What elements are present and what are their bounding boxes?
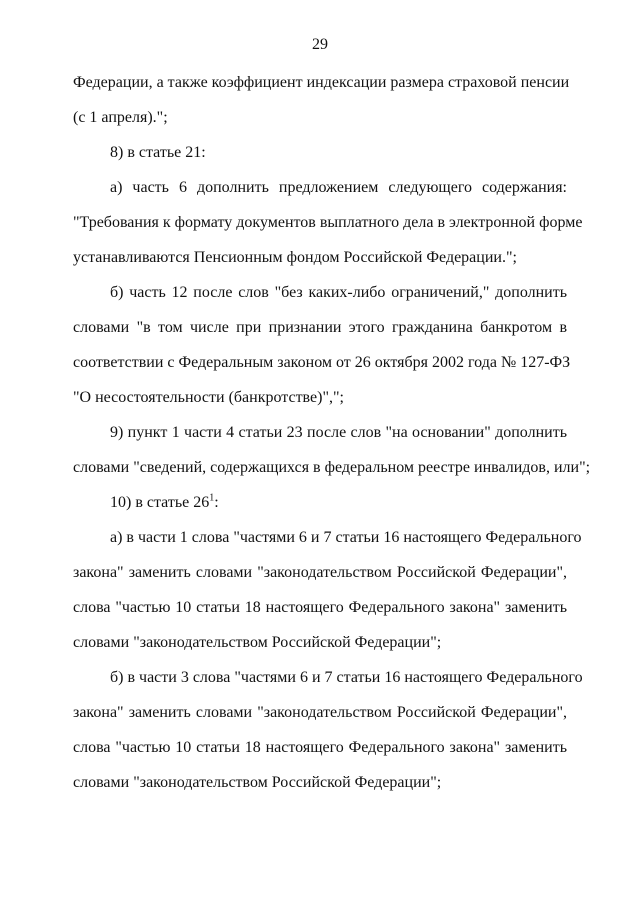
item-heading: 8) в статье 21: (110, 144, 206, 161)
text-line: словами "в том числе при признании этого гражданина банкротом в (73, 319, 567, 336)
text-line: "Требования к формату документов выплатного дела в электронной форме (73, 214, 583, 231)
text-line: а) часть 6 дополнить предложением следующего содержания: (110, 179, 567, 196)
text-line: закона" заменить словами "законодательством Российской Федерации", (73, 704, 567, 721)
text-line: словами "законодательством Российской Федерации"; (73, 634, 442, 651)
text-line: устанавливаются Пенсионным фондом Российской Федерации."; (73, 249, 517, 266)
item-heading-text: 10) в статье 26 (110, 494, 210, 511)
text-line: словами "законодательством Российской Федерации"; (73, 774, 442, 791)
text-line: б) в части 3 слова "частями 6 и 7 статьи 16 настоящего Федерального (110, 669, 583, 686)
text-line: (с 1 апреля)."; (73, 109, 168, 126)
text-line: слова "частью 10 статьи 18 настоящего Федерального закона" заменить (73, 739, 567, 756)
text-line: закона" заменить словами "законодательством Российской Федерации", (73, 564, 567, 581)
text-line: а) в части 1 слова "частями 6 и 7 статьи 16 настоящего Федерального (110, 529, 582, 546)
text-line: слова "частью 10 статьи 18 настоящего Федерального закона" заменить (73, 599, 567, 616)
item-heading (110, 493, 604, 513)
text-line: "О несостоятельности (банкротстве)","; (73, 389, 344, 406)
text-line: б) часть 12 после слов "без каких-либо ограничений," дополнить (110, 284, 567, 301)
text-line: 9) пункт 1 части 4 статьи 23 после слов "на основании" дополнить (110, 424, 567, 441)
superscript: 1 (209, 492, 215, 504)
text-line: словами "сведений, содержащихся в федеральном реестре инвалидов, или"; (73, 459, 591, 476)
page-number: 29 (312, 36, 328, 53)
text-line: соответствии с Федеральным законом от 26 октября 2002 года № 127-ФЗ (73, 354, 571, 371)
item-heading-colon: : (214, 494, 219, 511)
text-line: Федерации, а также коэффициент индексации размера страховой пенсии (73, 74, 570, 91)
